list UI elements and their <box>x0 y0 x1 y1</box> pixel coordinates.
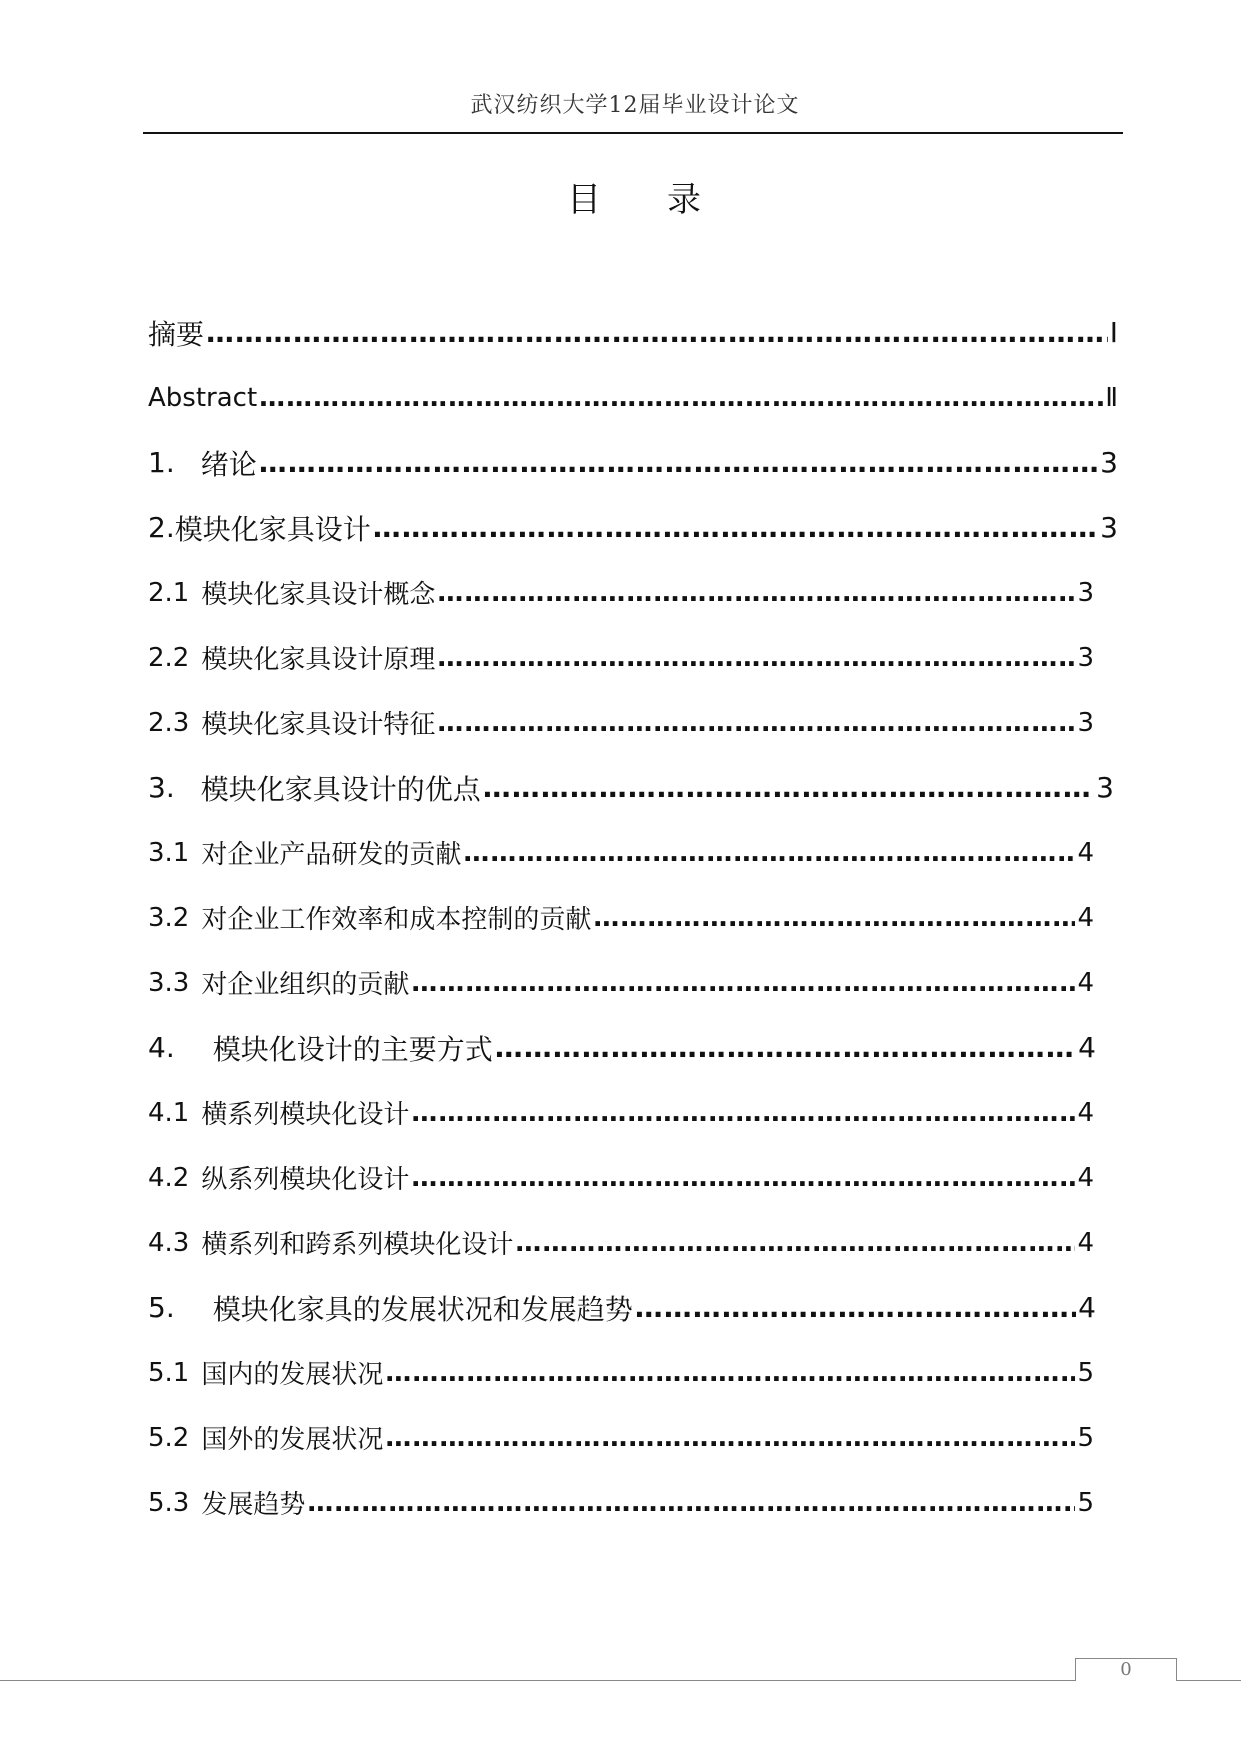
toc-entry-number: 5.1 <box>148 1357 190 1388</box>
footer-rule <box>0 1680 1241 1681</box>
toc-entry-label: 模块化家具的发展状况和发展趋势 <box>212 1292 633 1326</box>
toc-entry-label: 绪论 <box>200 447 257 481</box>
toc-entry-number: 4.1 <box>148 1097 190 1128</box>
toc-entry-number: 5.3 <box>148 1487 190 1518</box>
toc-entry[interactable] <box>148 1015 1118 1080</box>
toc-entry-page: 4 <box>1077 1162 1094 1193</box>
toc-entry-page: 3 <box>1100 446 1118 479</box>
toc-leader <box>495 1031 1076 1064</box>
toc-entry[interactable] <box>148 430 1118 495</box>
toc-entry-number: 2.2 <box>148 642 190 673</box>
toc-leader <box>259 383 1103 413</box>
toc-entry-label: 模块化设计的主要方式 <box>212 1032 493 1066</box>
toc-entry-number: 4.2 <box>148 1162 190 1193</box>
toc-entry[interactable] <box>148 1405 1118 1470</box>
toc-entry-page: 3 <box>1096 771 1114 804</box>
toc-leader <box>206 316 1108 349</box>
toc-entry[interactable] <box>148 1340 1118 1405</box>
toc-entry-label: 对企业产品研发的贡献 <box>201 840 462 870</box>
toc-entry-label: Abstract <box>148 382 258 413</box>
page-header-title: 武汉纺织大学12届毕业设计论文 <box>470 93 800 118</box>
toc-entry[interactable] <box>148 625 1118 690</box>
toc-entry-number: 5.2 <box>148 1422 190 1453</box>
toc-leader <box>635 1291 1076 1324</box>
toc-entry-page: 4 <box>1078 1291 1096 1324</box>
toc-leader <box>385 1358 1075 1388</box>
toc-entry[interactable] <box>148 1080 1118 1145</box>
toc-entry-page: 4 <box>1078 1031 1096 1064</box>
header-rule <box>143 132 1123 134</box>
toc-title <box>0 172 1241 221</box>
toc-list <box>148 300 1118 1535</box>
toc-leader <box>385 1423 1075 1453</box>
toc-leader <box>483 771 1094 804</box>
toc-leader <box>437 708 1075 738</box>
toc-entry[interactable] <box>148 1275 1118 1340</box>
toc-entry-number: 3.1 <box>148 837 190 868</box>
toc-entry-number: 3.2 <box>148 902 190 933</box>
toc-entry-page: 4 <box>1077 837 1094 868</box>
toc-entry-page: 3 <box>1077 577 1094 608</box>
toc-entry-number: 1. <box>148 446 175 479</box>
toc-entry-label: 横系列和跨系列模块化设计 <box>201 1230 514 1260</box>
toc-entry[interactable] <box>148 1210 1118 1275</box>
toc-entry-number: 5. <box>148 1291 175 1324</box>
toc-entry-page: 5 <box>1077 1487 1094 1518</box>
toc-entry-page: 5 <box>1077 1357 1094 1388</box>
toc-entry-number: 3.3 <box>148 967 190 998</box>
toc-entry-page: 4 <box>1077 1227 1094 1258</box>
toc-leader <box>411 1163 1075 1193</box>
toc-entry-label: 对企业组织的贡献 <box>201 970 410 1000</box>
toc-leader <box>411 968 1075 998</box>
toc-entry-page: 3 <box>1077 707 1094 738</box>
toc-leader <box>373 511 1098 544</box>
toc-entry[interactable] <box>148 885 1118 950</box>
toc-entry-number: 2.1 <box>148 577 190 608</box>
page-number: 0 <box>1075 1658 1177 1681</box>
toc-entry-label: 模块化家具设计原理 <box>201 645 436 675</box>
toc-entry[interactable] <box>148 300 1118 365</box>
toc-entry-page: 4 <box>1077 1097 1094 1128</box>
toc-entry-label: 摘要 <box>148 317 205 351</box>
toc-leader <box>259 446 1098 479</box>
toc-entry-label: 横系列模块化设计 <box>201 1100 410 1130</box>
toc-entry-label: 国外的发展状况 <box>201 1425 384 1455</box>
toc-entry[interactable] <box>148 690 1118 755</box>
toc-entry-label: 模块化家具设计 <box>174 512 371 546</box>
toc-entry[interactable] <box>148 495 1118 560</box>
toc-leader <box>437 578 1075 608</box>
toc-leader <box>515 1228 1075 1258</box>
toc-entry[interactable] <box>148 560 1118 625</box>
toc-entry[interactable] <box>148 365 1118 430</box>
toc-entry[interactable] <box>148 1470 1118 1535</box>
toc-entry-page: Ⅰ <box>1109 316 1118 349</box>
toc-leader <box>437 643 1075 673</box>
toc-entry-label: 纵系列模块化设计 <box>201 1165 410 1195</box>
toc-entry-page: 3 <box>1100 511 1118 544</box>
toc-entry-page: 4 <box>1077 902 1094 933</box>
toc-entry-label: 模块化家具设计特征 <box>201 710 436 740</box>
toc-title-char-1: 目 <box>567 180 603 220</box>
toc-entry-page: 3 <box>1077 642 1094 673</box>
toc-entry[interactable] <box>148 1145 1118 1210</box>
toc-entry[interactable] <box>148 950 1118 1015</box>
toc-entry-page: 5 <box>1077 1422 1094 1453</box>
toc-entry[interactable] <box>148 820 1118 885</box>
toc-entry-label: 发展趋势 <box>201 1490 306 1520</box>
toc-entry-page: 4 <box>1077 967 1094 998</box>
toc-entry-label: 对企业工作效率和成本控制的贡献 <box>201 905 592 935</box>
toc-leader <box>593 903 1075 933</box>
toc-entry-page: Ⅱ <box>1105 382 1118 413</box>
toc-entry-label: 模块化家具设计的优点 <box>200 772 481 806</box>
toc-entry-label: 国内的发展状况 <box>201 1360 384 1390</box>
toc-leader <box>463 838 1075 868</box>
toc-entry-number: 3. <box>148 771 175 804</box>
toc-entry-number: 2. <box>148 511 175 544</box>
toc-leader <box>307 1488 1075 1518</box>
toc-entry-number: 4.3 <box>148 1227 190 1258</box>
toc-entry-number: 4. <box>148 1031 175 1064</box>
toc-leader <box>411 1098 1075 1128</box>
toc-title-char-2: 录 <box>667 180 703 220</box>
toc-entry[interactable] <box>148 755 1118 820</box>
toc-entry-label: 模块化家具设计概念 <box>201 580 436 610</box>
toc-entry-number: 2.3 <box>148 707 190 738</box>
